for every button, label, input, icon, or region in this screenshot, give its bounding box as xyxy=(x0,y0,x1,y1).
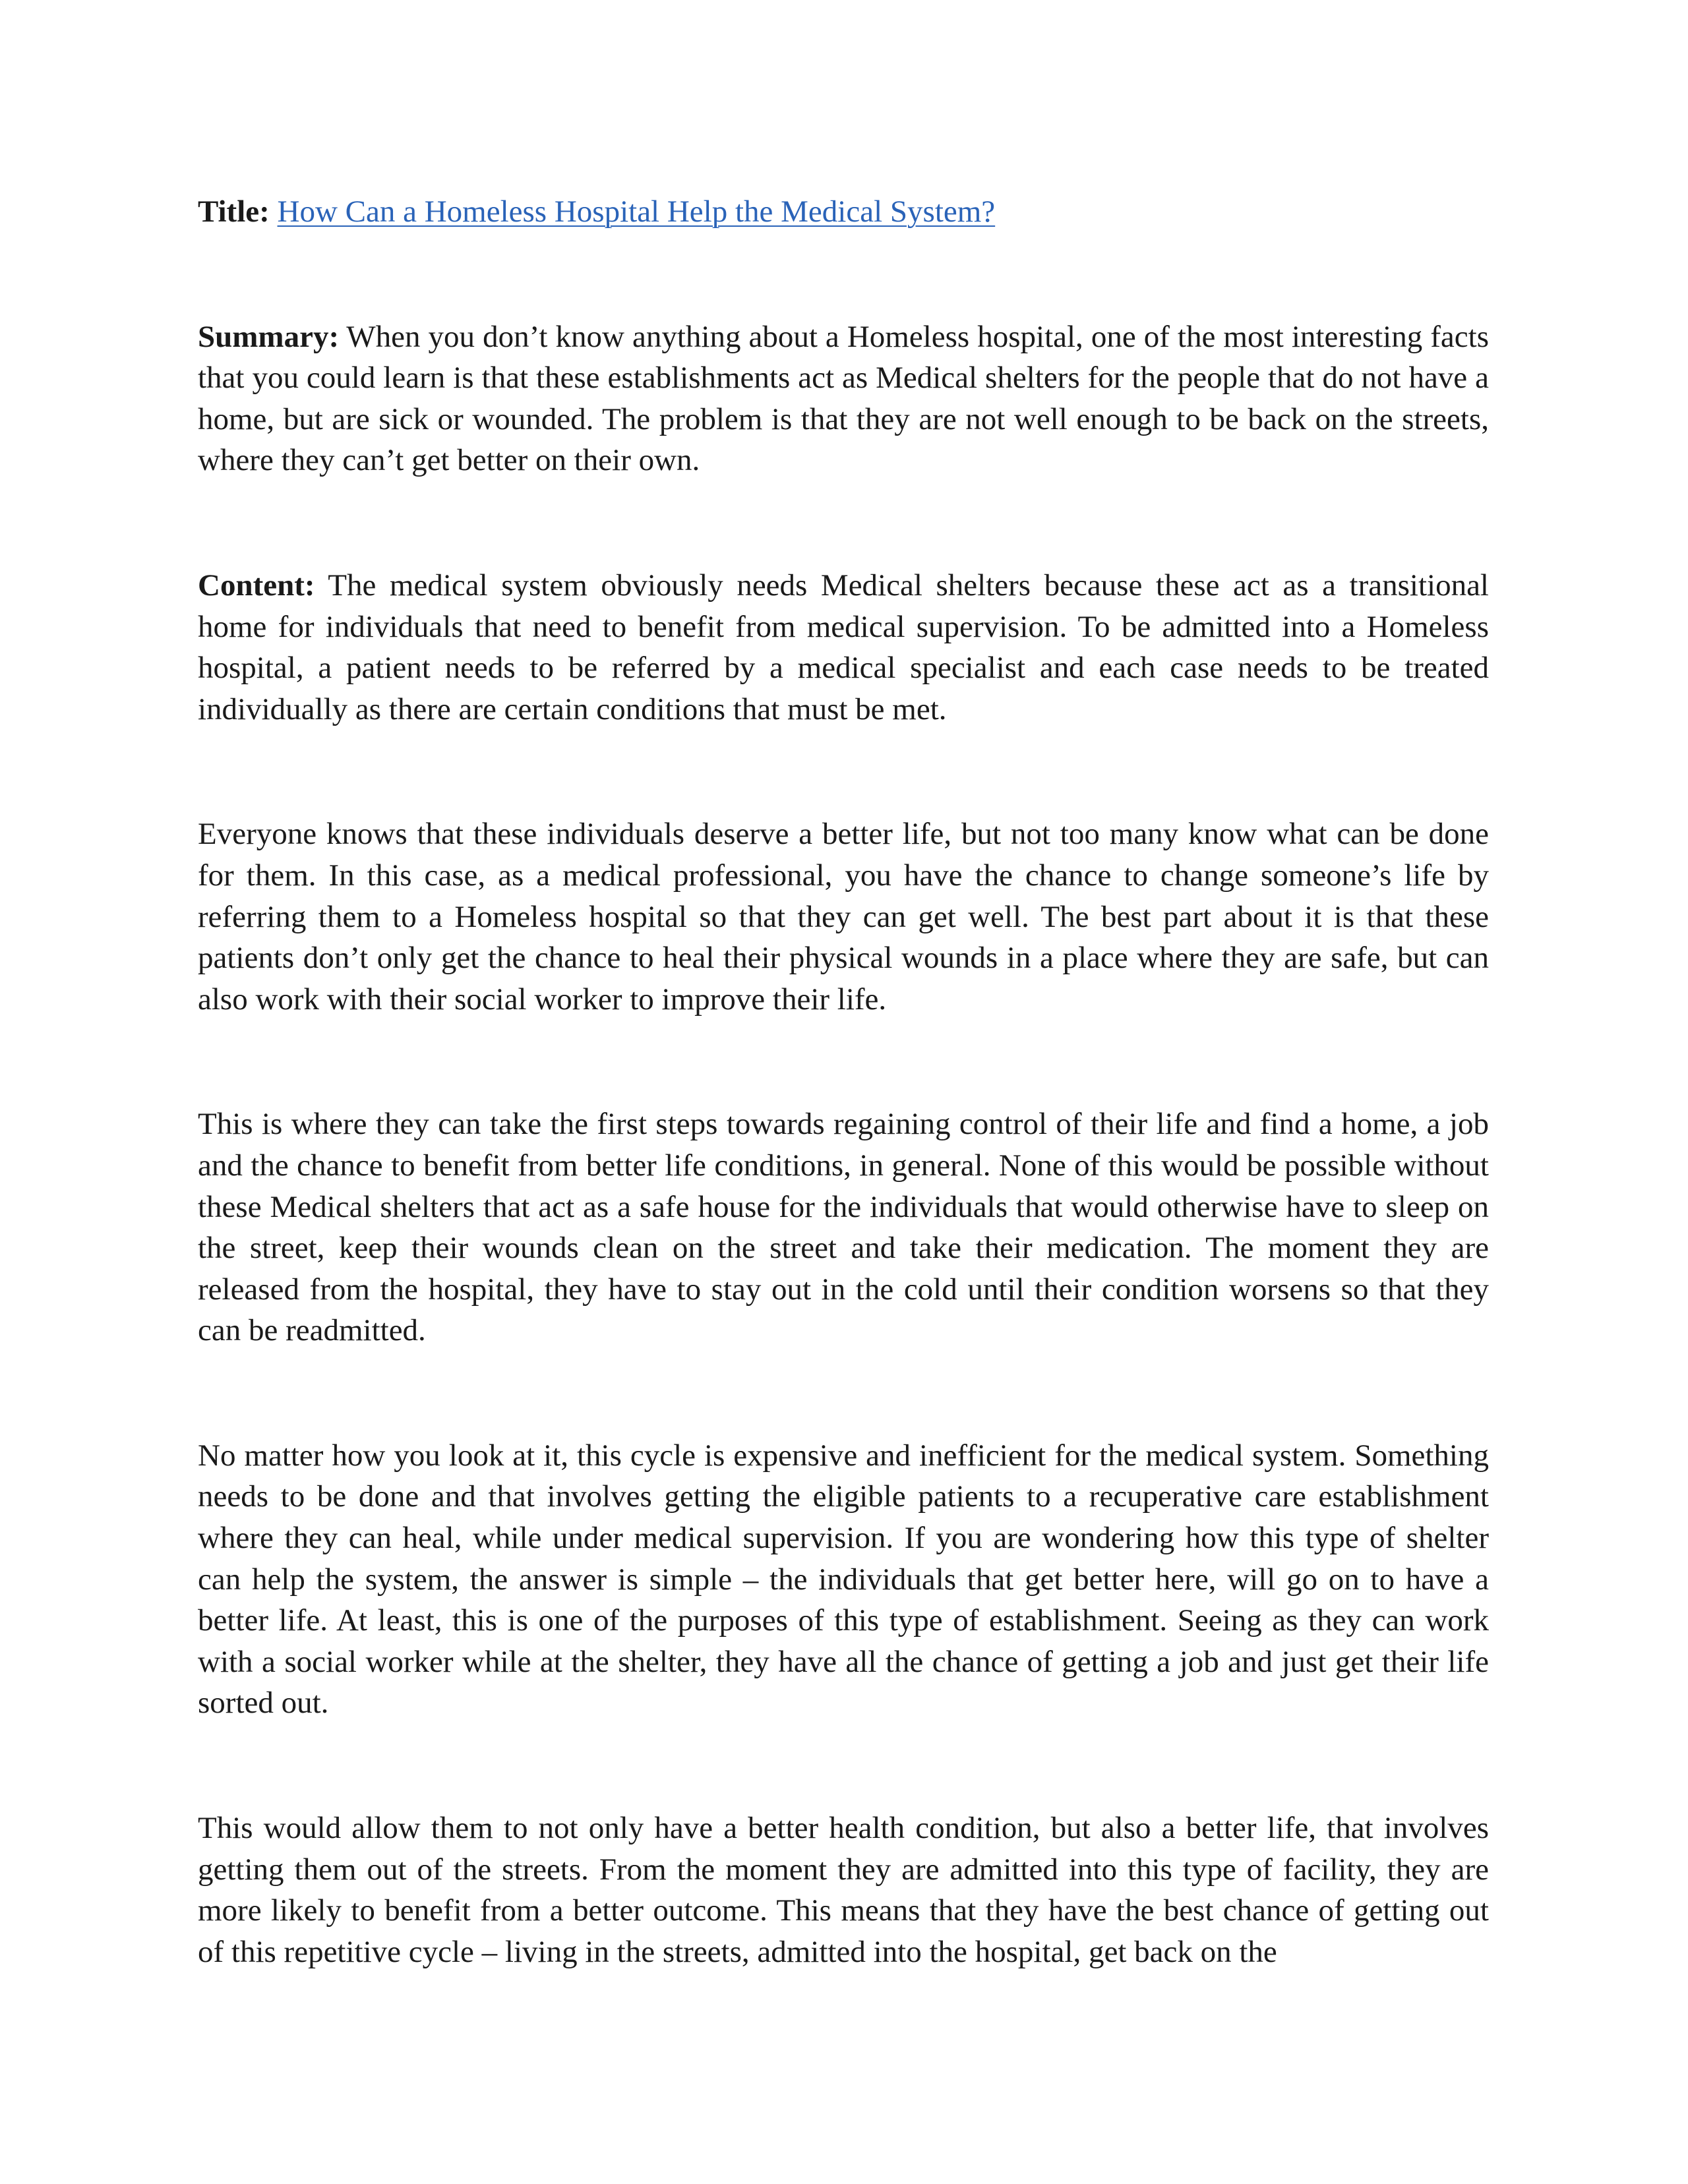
body-paragraph: This is where they can take the first steps towards regaining control of their life and find a home, a job and the chance to benefit from better life conditions, in general. None of this would be possible without these Medical shelters that act as a safe house for the individuals that would otherwise have to sleep on the street, keep their wounds clean on the street and take their medication. The moment they are released from the hospital, they have to stay out in the cold until their condition worsens so that they can be readmitted. xyxy=(198,1107,1489,1348)
summary-text: When you don’t know anything about a Homeless hospital, one of the most interesting facts that you could learn is that these establishments act as Medical shelters for the people that do not have a home, but are sick or wounded. The problem is that they are not well enough to be back on the streets, where they can’t get better on their own. xyxy=(198,319,1489,478)
title-label: Title: xyxy=(198,194,270,229)
body-paragraph: This would allow them to not only have a better health condition, but also a better life, that involves getting them out of the streets. From the moment they are admitted into this type of facility, they are more likely to benefit from a better outcome. This means that they have the best chance of getting out of this repetitive cycle – living in the streets, admitted into the hospital, get back on the xyxy=(198,1811,1489,1969)
content-label: Content: xyxy=(198,568,315,603)
title-line xyxy=(198,191,1489,233)
title-link[interactable]: How Can a Homeless Hospital Help the Medical System? xyxy=(277,194,996,229)
document-page xyxy=(198,191,1489,1972)
content-text: The medical system obviously needs Medical shelters because these act as a transitional home for individuals that need to benefit from medical supervision. To be admitted into a Homeless hospital, a patient needs to be referred by a medical specialist and each case needs to be treated individually as there are certain conditions that must be met. xyxy=(198,568,1489,726)
content-paragraph xyxy=(198,565,1489,730)
summary-paragraph xyxy=(198,316,1489,481)
body-paragraph: Everyone knows that these individuals deserve a better life, but not too many know what can be done for them. In this case, as a medical professional, you have the chance to change someone’s life by referring them to a Homeless hospital so that they can get well. The best part about it is that these patients don’t only get the chance to heal their physical wounds in a place where they are safe, but can also work with their social worker to improve their life. xyxy=(198,817,1489,1017)
body-paragraph: No matter how you look at it, this cycle is expensive and inefficient for the medical system. Something needs to be done and that involves getting the eligible patients to a recuperative care establishment where they can heal, while under medical supervision. If you are wondering how this type of shelter can help the system, the answer is simple – the individuals that get better here, will go on to have a better life. At least, this is one of the purposes of this type of establishment. Seeing as they can work with a social worker while at the shelter, they have all the chance of getting a job and just get their life sorted out. xyxy=(198,1438,1489,1721)
summary-label: Summary: xyxy=(198,319,340,354)
